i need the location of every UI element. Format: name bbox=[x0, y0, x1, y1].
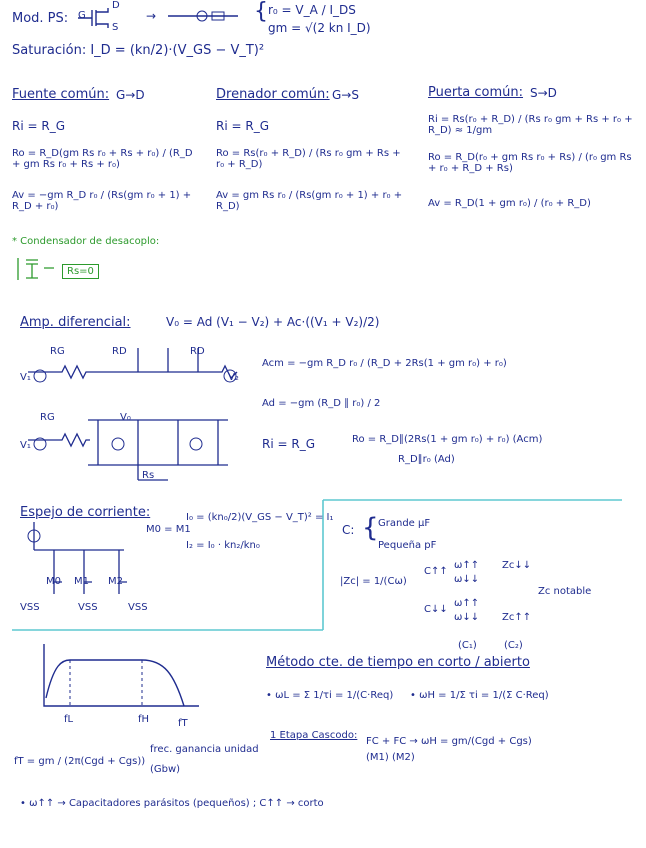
wl-eq: • ωL = Σ 1/τi = 1/(C·Req) bbox=[266, 690, 394, 701]
ad-eq: Ad = −gm (R_D ∥ r₀) / 2 bbox=[262, 398, 381, 409]
decoupling-note: * Condensador de desacoplo: bbox=[12, 236, 160, 247]
diff-ri: Ri = R_G bbox=[262, 437, 315, 451]
fc-direction: G→D bbox=[116, 88, 145, 102]
v1-label-2: V₁ bbox=[20, 440, 31, 451]
fc-ri: Ri = R_G bbox=[12, 119, 65, 133]
tags2: (M1) (M2) bbox=[366, 752, 415, 763]
fcfc-eq: FC + FC → ωH = gm/(Cgd + Cgs) bbox=[366, 736, 532, 747]
mod-ps-label: Mod. PS: bbox=[12, 11, 69, 26]
cap-pequena: Pequeña pF bbox=[378, 540, 437, 551]
dr-ro: Ro = Rs(r₀ + R_D) / (Rs r₀ gm + Rs + r₀ + R_D) bbox=[216, 148, 401, 170]
ft-note-2: (Gbw) bbox=[150, 764, 181, 775]
m0-eq-m1: M0 = M1 bbox=[146, 524, 191, 535]
wh-eq: • ωH = 1/Σ τi = 1/(Σ C·Req) bbox=[410, 690, 549, 701]
diff-eq: V₀ = Ad (V₁ − V₂) + Ac·((V₁ + V₂)/2) bbox=[166, 315, 380, 329]
diff-ro-ad: R_D∥r₀ (Ad) bbox=[398, 454, 455, 465]
fc-title: Fuente común: bbox=[12, 87, 110, 102]
fc-av: Av = −gm R_D r₀ / (Rs(gm r₀ + 1) + R_D + r₀) bbox=[12, 190, 192, 212]
pc-title: Puerta común: bbox=[428, 85, 524, 100]
brace-icon: { bbox=[254, 0, 268, 24]
pc-ri: Ri = Rs(r₀ + R_D) / (Rs r₀ gm + Rs + r₀ + R_D) ≈ 1/gm bbox=[428, 114, 633, 136]
rs-zero-box: Rs=0 bbox=[62, 264, 99, 279]
m2-label: M2 bbox=[108, 576, 123, 587]
mirror-eq1: I₀ = (kn₀/2)(V_GS − V_T)² = I₁ bbox=[186, 512, 334, 523]
rs-label: Rs bbox=[142, 470, 155, 481]
fh-label: fH bbox=[138, 714, 150, 725]
bode-plot bbox=[34, 644, 204, 714]
mirror-title: Espejo de corriente: bbox=[20, 505, 151, 520]
pc-ro: Ro = R_D(r₀ + gm Rs r₀ + Rs) / (r₀ gm Rs + r₀ + R_D + Rs) bbox=[428, 152, 632, 174]
rd-label-1: RD bbox=[112, 346, 127, 357]
cap-grande: Grande μF bbox=[378, 518, 431, 529]
model-r0: r₀ = V_A / I_DS bbox=[268, 3, 356, 17]
v1-label-1: V₁ bbox=[20, 372, 31, 383]
vss-label-3: VSS bbox=[128, 602, 148, 613]
pc-direction: S→D bbox=[530, 86, 557, 100]
saturation-eq: Saturación: I_D = (kn/2)·(V_GS − V_T)² bbox=[12, 43, 265, 58]
rd-label-2: RD bbox=[190, 346, 205, 357]
etapa-title: 1 Etapa Cascodo: bbox=[270, 730, 358, 741]
footer-note: • ω↑↑ → Capacitadores parásitos (pequeños) ; C↑↑ → corto bbox=[20, 798, 324, 809]
cap-zc: |Zc| = 1/(Cω) bbox=[340, 576, 407, 587]
cap-brace-icon: { bbox=[362, 513, 379, 543]
fl-label: fL bbox=[64, 714, 74, 725]
cap-cup: C↑↑ bbox=[424, 566, 448, 577]
cap-note: Zc notable bbox=[538, 586, 592, 597]
cap-cdn: C↓↓ bbox=[424, 604, 448, 615]
dr-av: Av = gm Rs r₀ / (Rs(gm r₀ + 1) + r₀ + R_D) bbox=[216, 190, 403, 212]
source-label: S bbox=[112, 22, 119, 33]
cap-zup: Zc↑↑ bbox=[502, 612, 532, 623]
cap-wdn-2: ω↓↓ bbox=[454, 612, 480, 623]
cap-c-label: C: bbox=[342, 523, 355, 537]
freq-title: Método cte. de tiempo en corto / abierto bbox=[266, 655, 530, 670]
cap-zdn: Zc↓↓ bbox=[502, 560, 532, 571]
diff-ro-acm: Ro = R_D∥(2Rs(1 + gm r₀) + r₀) (Acm) bbox=[352, 434, 543, 445]
ft-label: fT bbox=[178, 718, 188, 729]
diff-title: Amp. diferencial: bbox=[20, 315, 131, 330]
ft-note-1: frec. ganancia unidad bbox=[150, 744, 259, 755]
dr-title: Drenador común: bbox=[216, 87, 330, 102]
cap-wdn-1: ω↓↓ bbox=[454, 574, 480, 585]
tag-c: (C₁) bbox=[458, 640, 477, 651]
mirror-eq2: I₂ = I₀ · kn₂/kn₀ bbox=[186, 540, 260, 551]
vss-label-1: VSS bbox=[20, 602, 40, 613]
arrow-icon: → bbox=[146, 9, 157, 23]
v2-label-1: V₂ bbox=[228, 372, 239, 383]
acm-eq: Acm = −gm R_D r₀ / (R_D + 2Rs(1 + gm r₀) + r₀) bbox=[262, 358, 507, 369]
rg-label-1: RG bbox=[50, 346, 65, 357]
dr-direction: G→S bbox=[332, 88, 359, 102]
dr-ri: Ri = R_G bbox=[216, 119, 269, 133]
ft-eq: fT = gm / (2π(Cgd + Cgs)) bbox=[14, 756, 146, 767]
tag-ca: (C₂) bbox=[504, 640, 523, 651]
current-mirror-circuit bbox=[24, 522, 144, 602]
m1-label: M1 bbox=[74, 576, 89, 587]
gate-label: G bbox=[78, 10, 86, 21]
cap-wup-2: ω↑↑ bbox=[454, 598, 480, 609]
fc-ro: Ro = R_D(gm Rs r₀ + Rs + r₀) / (R_D + gm Rs r₀ + Rs + r₀) bbox=[12, 148, 193, 170]
model-gm: gm = √(2 kn I_D) bbox=[268, 21, 371, 35]
cap-wup-1: ω↑↑ bbox=[454, 560, 480, 571]
drain-label: D bbox=[112, 0, 120, 11]
vo-label: V₀ bbox=[120, 412, 131, 423]
m0-label: M0 bbox=[46, 576, 61, 587]
rg-label-2: RG bbox=[40, 412, 55, 423]
pc-av: Av = R_D(1 + gm r₀) / (r₀ + R_D) bbox=[428, 198, 591, 209]
vss-label-2: VSS bbox=[78, 602, 98, 613]
